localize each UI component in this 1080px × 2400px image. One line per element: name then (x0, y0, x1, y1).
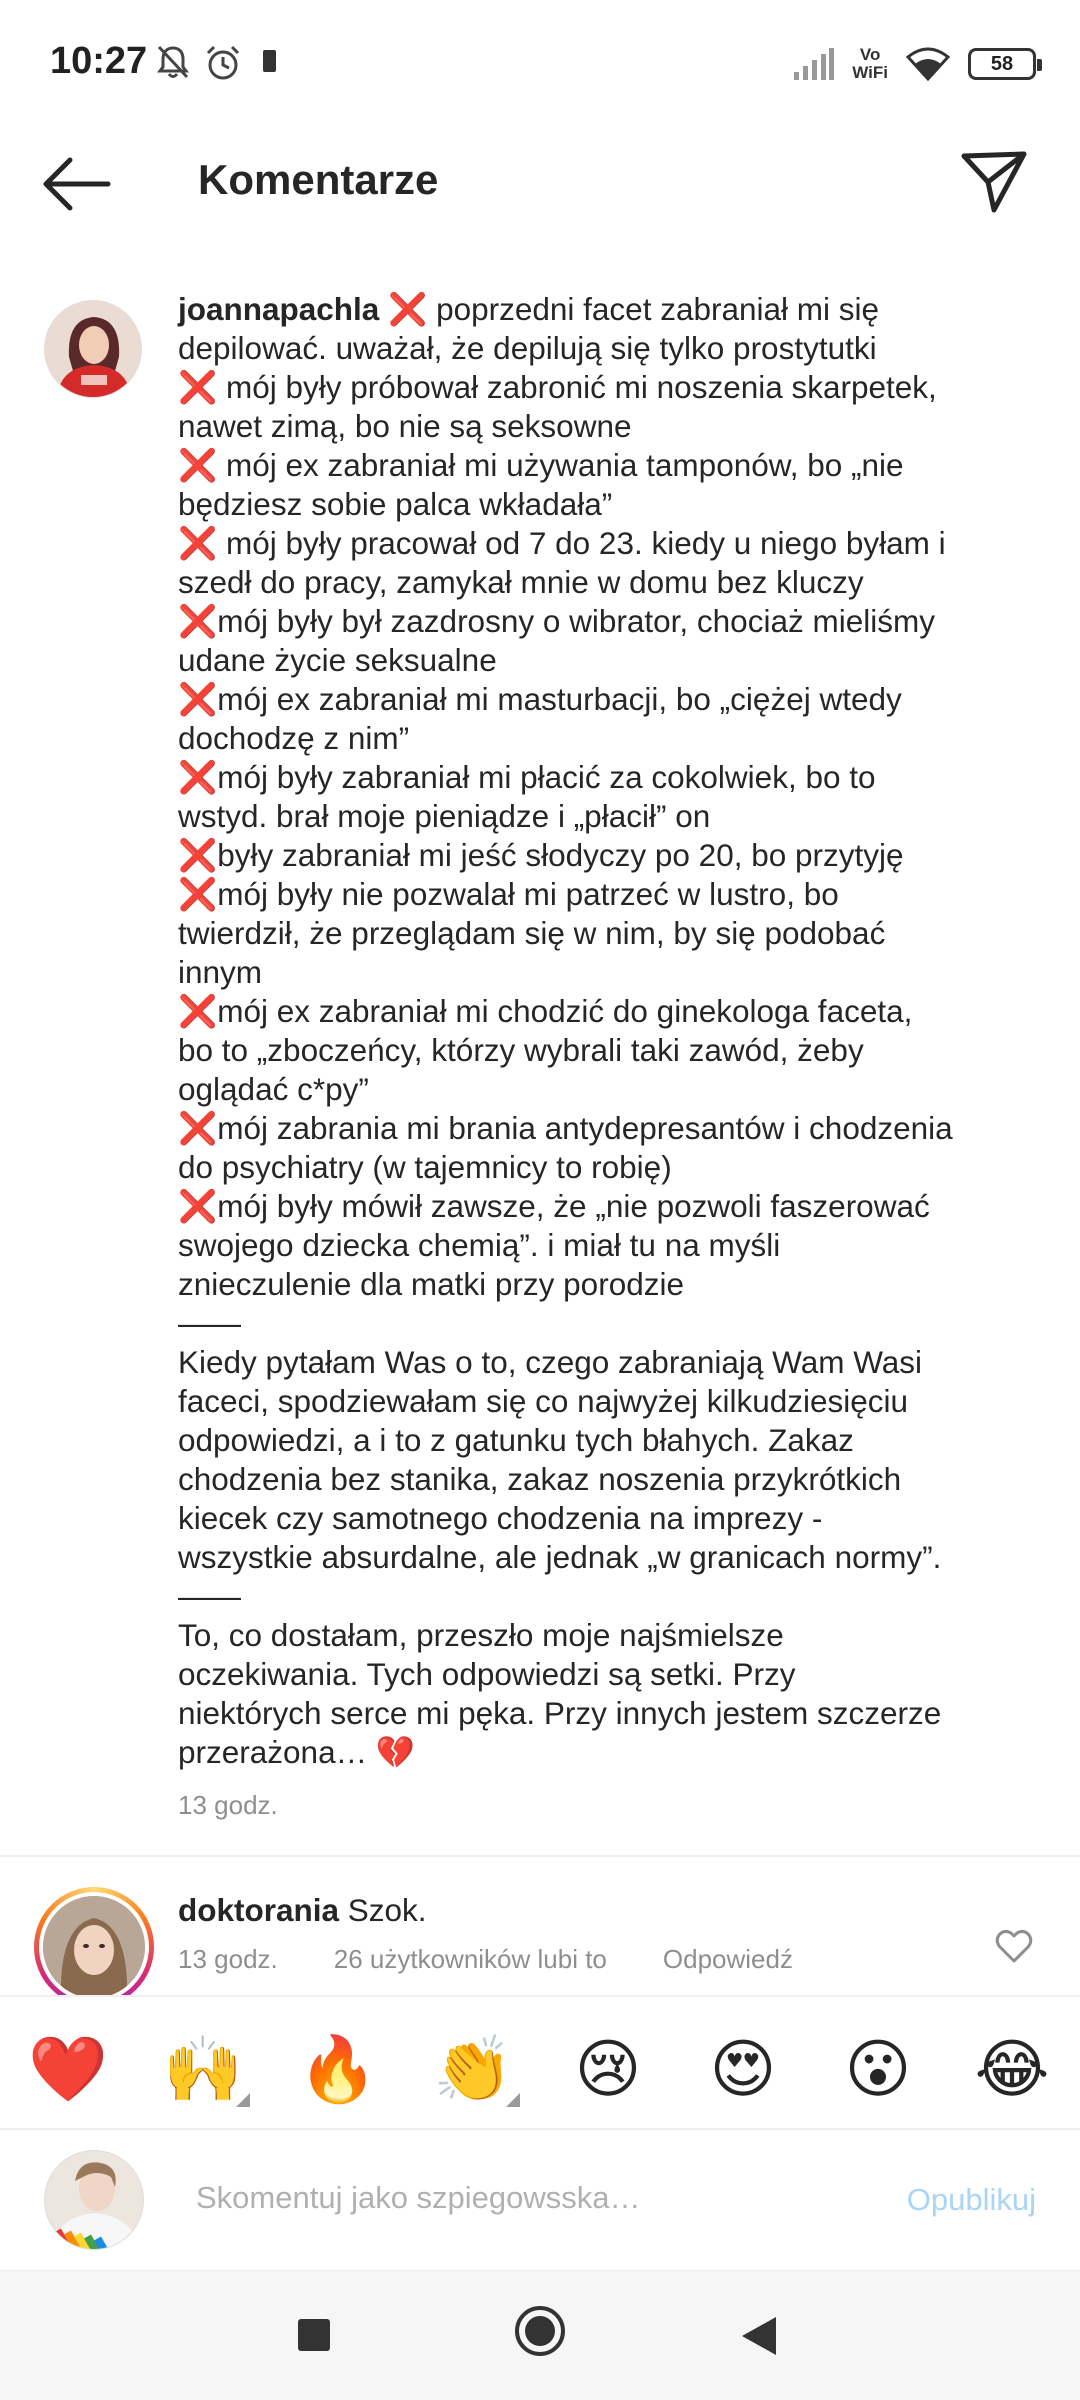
x-mark-icon: ❌ (178, 759, 218, 795)
bell-off-icon (156, 44, 190, 80)
x-mark-icon: ❌ (178, 369, 218, 405)
battery-indicator: 58 (968, 48, 1036, 80)
comment-text: doktorania Szok. (178, 1892, 427, 1928)
avatar[interactable] (44, 300, 142, 398)
emoji-raising-hands[interactable]: 🙌 (163, 2033, 243, 2105)
emoji-tears-of-joy[interactable]: 😂 (974, 2033, 1050, 2105)
caption-text (178, 290, 998, 1772)
caption-line: —— (178, 1305, 241, 1341)
comment-input[interactable] (196, 2170, 836, 2226)
x-mark-icon: ❌ (178, 447, 218, 483)
caption-line: udane życie seksualne (178, 642, 497, 678)
caption-line: innym (178, 954, 263, 990)
heart-icon[interactable] (994, 1928, 1034, 1964)
emoji-heart-eyes[interactable]: 😍 (709, 2033, 777, 2105)
caption-line: niektórych serce mi pęka. Przy innych jestem szczerze (178, 1695, 942, 1731)
caption-line: joannapachla ❌ poprzedni facet zabraniał mi się (178, 291, 880, 327)
caption-line: przerażona… 💔 (178, 1734, 416, 1770)
send-icon[interactable] (960, 148, 1028, 216)
status-time: 10:27 (50, 40, 148, 82)
caption-line: ❌mój ex zabraniał mi chodzić do ginekologa faceta, (178, 993, 913, 1029)
comment-meta (178, 1944, 849, 1975)
signal-icon (792, 48, 834, 80)
status-right (792, 42, 1036, 86)
comment-username[interactable]: doktorania (178, 1892, 340, 1928)
caption-line: To, co dostałam, przeszło moje najśmielsze (178, 1617, 784, 1653)
x-mark-icon: ❌ (178, 603, 218, 639)
caption-line: —— (178, 1578, 241, 1614)
caption-line: Kiedy pytałam Was o to, czego zabraniają Wam Wasi (178, 1344, 923, 1380)
x-mark-icon: ❌ (178, 837, 218, 873)
alarm-icon (204, 44, 242, 82)
caption-line: ❌mój ex zabraniał mi masturbacji, bo „ciężej wtedy (178, 681, 902, 717)
divider (0, 1855, 1080, 1857)
caption-line: ❌ mój ex zabraniał mi używania tamponów, bo „nie (178, 447, 904, 483)
caption-line: twierdził, że przeglądam się w nim, by się podobać (178, 915, 886, 951)
back-triangle-icon[interactable] (740, 2315, 778, 2357)
x-mark-icon: ❌ (178, 1188, 218, 1224)
recents-square-icon[interactable] (296, 2317, 332, 2353)
caption-line: odpowiedzi, a i to z gatunku tych błahych. Zakaz (178, 1422, 854, 1458)
caption-line: depilować. uważał, że depilują się tylko prostytutki (178, 330, 877, 366)
current-user-avatar[interactable] (44, 2150, 144, 2250)
caption-line: ❌mój były mówił zawsze, że „nie pozwoli faszerować (178, 1188, 930, 1224)
comment-timestamp: 13 godz. (178, 1944, 278, 1974)
emoji-heart[interactable]: ❤️ (28, 2033, 108, 2105)
caption-line: znieczulenie dla matki przy porodzie (178, 1266, 684, 1302)
vowifi-indicator: Vo WiFi (852, 45, 888, 82)
x-mark-icon: ❌ (388, 291, 428, 327)
caption-line: będziesz sobie palca wkładała” (178, 486, 613, 522)
caption-username[interactable]: joannapachla (178, 291, 380, 327)
comment-composer (0, 2132, 1080, 2267)
caption-line: wszystkie absurdalne, ale jednak „w granicach normy”. (178, 1539, 942, 1575)
avatar[interactable] (39, 1892, 149, 1995)
caption-line: do psychiatry (w tajemnicy to robię) (178, 1149, 672, 1185)
wifi-icon (906, 47, 950, 81)
page-title: Komentarze (198, 156, 439, 203)
emoji-reaction-bar (0, 1995, 1080, 2130)
header (0, 130, 1080, 240)
notification-icon (263, 50, 276, 72)
caption-line: oczekiwania. Tych odpowiedzi są setki. Przy (178, 1656, 796, 1692)
caption-line: wstyd. brał moje pieniądze i „płacił” on (178, 798, 711, 834)
caption-line: swojego dziecka chemią”. i miał tu na myśli (178, 1227, 781, 1263)
caption-line: dochodzę z nim” (178, 720, 410, 756)
emoji-fire[interactable]: 🔥 (298, 2033, 378, 2105)
caption-line: faceci, spodziewałam się co najwyżej kilkudziesięciu (178, 1383, 909, 1419)
emoji-surprised-face[interactable]: 😮 (844, 2033, 912, 2105)
x-mark-icon: ❌ (178, 876, 218, 912)
publish-button[interactable]: Opublikuj (906, 2182, 1036, 2217)
x-mark-icon: ❌ (178, 525, 218, 561)
caption-line: ❌mój zabrania mi brania antydepresantów i chodzenia (178, 1110, 953, 1146)
skin-tone-indicator (236, 2093, 250, 2107)
caption-line: oglądać c*py” (178, 1071, 369, 1107)
status-bar (0, 0, 1080, 130)
caption-line: ❌mój były był zazdrosny o wibrator, chociaż mieliśmy (178, 603, 935, 639)
system-nav-bar (0, 2270, 1080, 2400)
story-ring[interactable] (34, 1887, 154, 1995)
caption-line: ❌ mój były próbował zabronić mi noszenia skarpetek, (178, 369, 937, 405)
comment-likes[interactable]: 26 użytkowników lubi to (333, 1944, 607, 1974)
caption-line: nawet zimą, bo nie są seksowne (178, 408, 632, 444)
emoji-clapping-hands[interactable]: 👏 (433, 2033, 513, 2105)
home-circle-icon[interactable] (514, 2305, 566, 2357)
reply-button[interactable]: Odpowiedź (662, 1944, 793, 1974)
caption-line: ❌mój były nie pozwalał mi patrzeć w lustro, bo (178, 876, 839, 912)
skin-tone-indicator (506, 2093, 520, 2107)
caption-line: bo to „zboczeńcy, którzy wybrali taki zawód, żeby (178, 1032, 864, 1068)
emoji-crying-face[interactable]: 😢 (574, 2033, 642, 2105)
x-mark-icon: ❌ (178, 993, 218, 1029)
caption-line: ❌ mój były pracował od 7 do 23. kiedy u niego byłam i (178, 525, 946, 561)
caption-line: ❌były zabraniał mi jeść słodyczy po 20, bo przytyję (178, 837, 904, 873)
back-arrow-icon[interactable] (40, 152, 112, 216)
caption-line: ❌mój były zabraniał mi płacić za cokolwiek, bo to (178, 759, 876, 795)
caption-line: chodzenia bez stanika, zakaz noszenia przykrótkich (178, 1461, 902, 1497)
caption-timestamp: 13 godz. (178, 1790, 278, 1820)
caption-line: szedł do pracy, zamykał mnie w domu bez kluczy (178, 564, 864, 600)
comment-item (0, 1880, 1080, 1995)
caption-line: kiecek czy samotnego chodzenia na imprezy - (178, 1500, 823, 1536)
x-mark-icon: ❌ (178, 681, 218, 717)
x-mark-icon: ❌ (178, 1110, 218, 1146)
